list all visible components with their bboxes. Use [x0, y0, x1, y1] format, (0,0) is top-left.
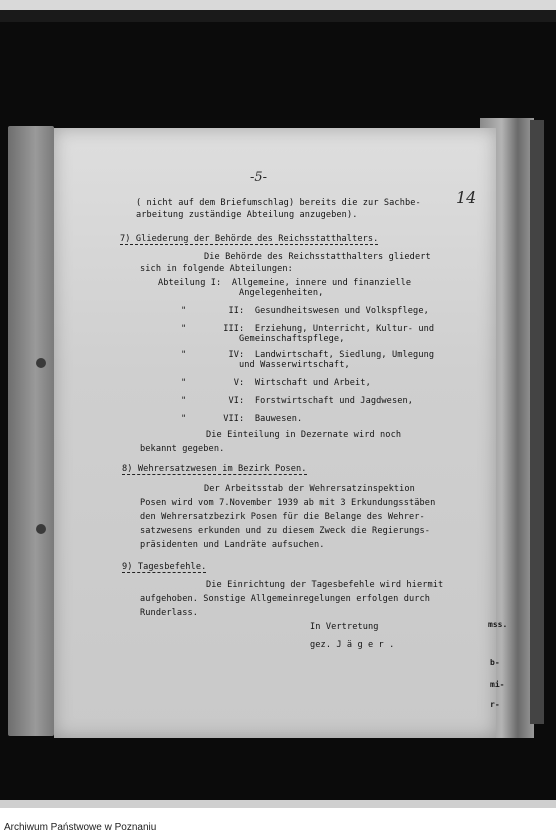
margin-note: b-	[490, 658, 500, 667]
scan-top-strip	[0, 0, 556, 10]
document-page	[54, 128, 496, 738]
text-line: Runderlass.	[140, 608, 199, 618]
page-number-mark: -5-	[250, 170, 268, 185]
text-line: arbeitung zuständige Abteilung anzugeben).	[136, 210, 358, 220]
department-line: und Wasserwirtschaft,	[239, 360, 350, 370]
text-line: den Wehrersatzbezirk Posen für die Belange des Wehrer-	[140, 512, 425, 522]
section-heading-8: 8) Wehrersatzwesen im Bezirk Posen.	[122, 464, 307, 474]
signature-line: In Vertretung	[310, 622, 379, 632]
scan-bottom-strip	[0, 800, 556, 808]
punch-hole	[36, 524, 46, 534]
text-line: ( nicht auf dem Briefumschlag) bereits die zur Sachbe-	[136, 198, 421, 208]
department-line: Gemeinschaftspflege,	[239, 334, 345, 344]
signature-name: gez. J ä g e r .	[310, 640, 395, 650]
department-line: " II: Gesundheitswesen und Volkspflege,	[181, 306, 429, 316]
department-line: Angelegenheiten,	[239, 288, 324, 298]
text-line: präsidenten und Landräte aufsuchen.	[140, 540, 325, 550]
section-heading-9: 9) Tagesbefehle.	[122, 562, 207, 572]
department-line: Abteilung I: Allgemeine, innere und finanzielle	[158, 278, 412, 288]
text-line: Die Einteilung in Dezernate wird noch	[206, 430, 402, 440]
department-line: " IV: Landwirtschaft, Siedlung, Umlegung	[181, 350, 435, 360]
text-line: aufgehoben. Sonstige Allgemeinregelungen erfolgen durch	[140, 594, 431, 604]
folio-number: 14	[456, 188, 477, 207]
text-line: Posen wird vom 7.November 1939 ab mit 3 Erkundungsstäben	[140, 498, 436, 508]
scan-top-band	[0, 10, 556, 22]
text-line: bekannt gegeben.	[140, 444, 225, 454]
text-line: Die Behörde des Reichsstatthalters gliedert	[204, 252, 431, 262]
department-line: " V: Wirtschaft und Arbeit,	[181, 378, 371, 388]
text-line: Der Arbeitsstab der Wehrersatzinspektion	[204, 484, 415, 494]
text-line: sich in folgende Abteilungen:	[140, 264, 293, 274]
folder-binding	[8, 126, 54, 736]
department-line: " III: Erziehung, Unterricht, Kultur- und	[181, 324, 435, 334]
section-heading-7: 7) Gliederung der Behörde des Reichsstatthalters.	[120, 234, 379, 244]
department-line: " VI: Forstwirtschaft und Jagdwesen,	[181, 396, 414, 406]
margin-note: mss.	[488, 620, 508, 629]
punch-hole	[36, 358, 46, 368]
margin-note: r-	[490, 700, 500, 709]
archive-credit: Archiwum Państwowe w Poznaniu	[4, 822, 157, 833]
text-line: Die Einrichtung der Tagesbefehle wird hiermit	[206, 580, 444, 590]
margin-note: mi-	[490, 680, 505, 689]
underlying-page-edge	[530, 120, 544, 724]
text-line: satzwesens erkunden und zu diesem Zweck die Regierungs-	[140, 526, 431, 536]
department-line: " VII: Bauwesen.	[181, 414, 303, 424]
